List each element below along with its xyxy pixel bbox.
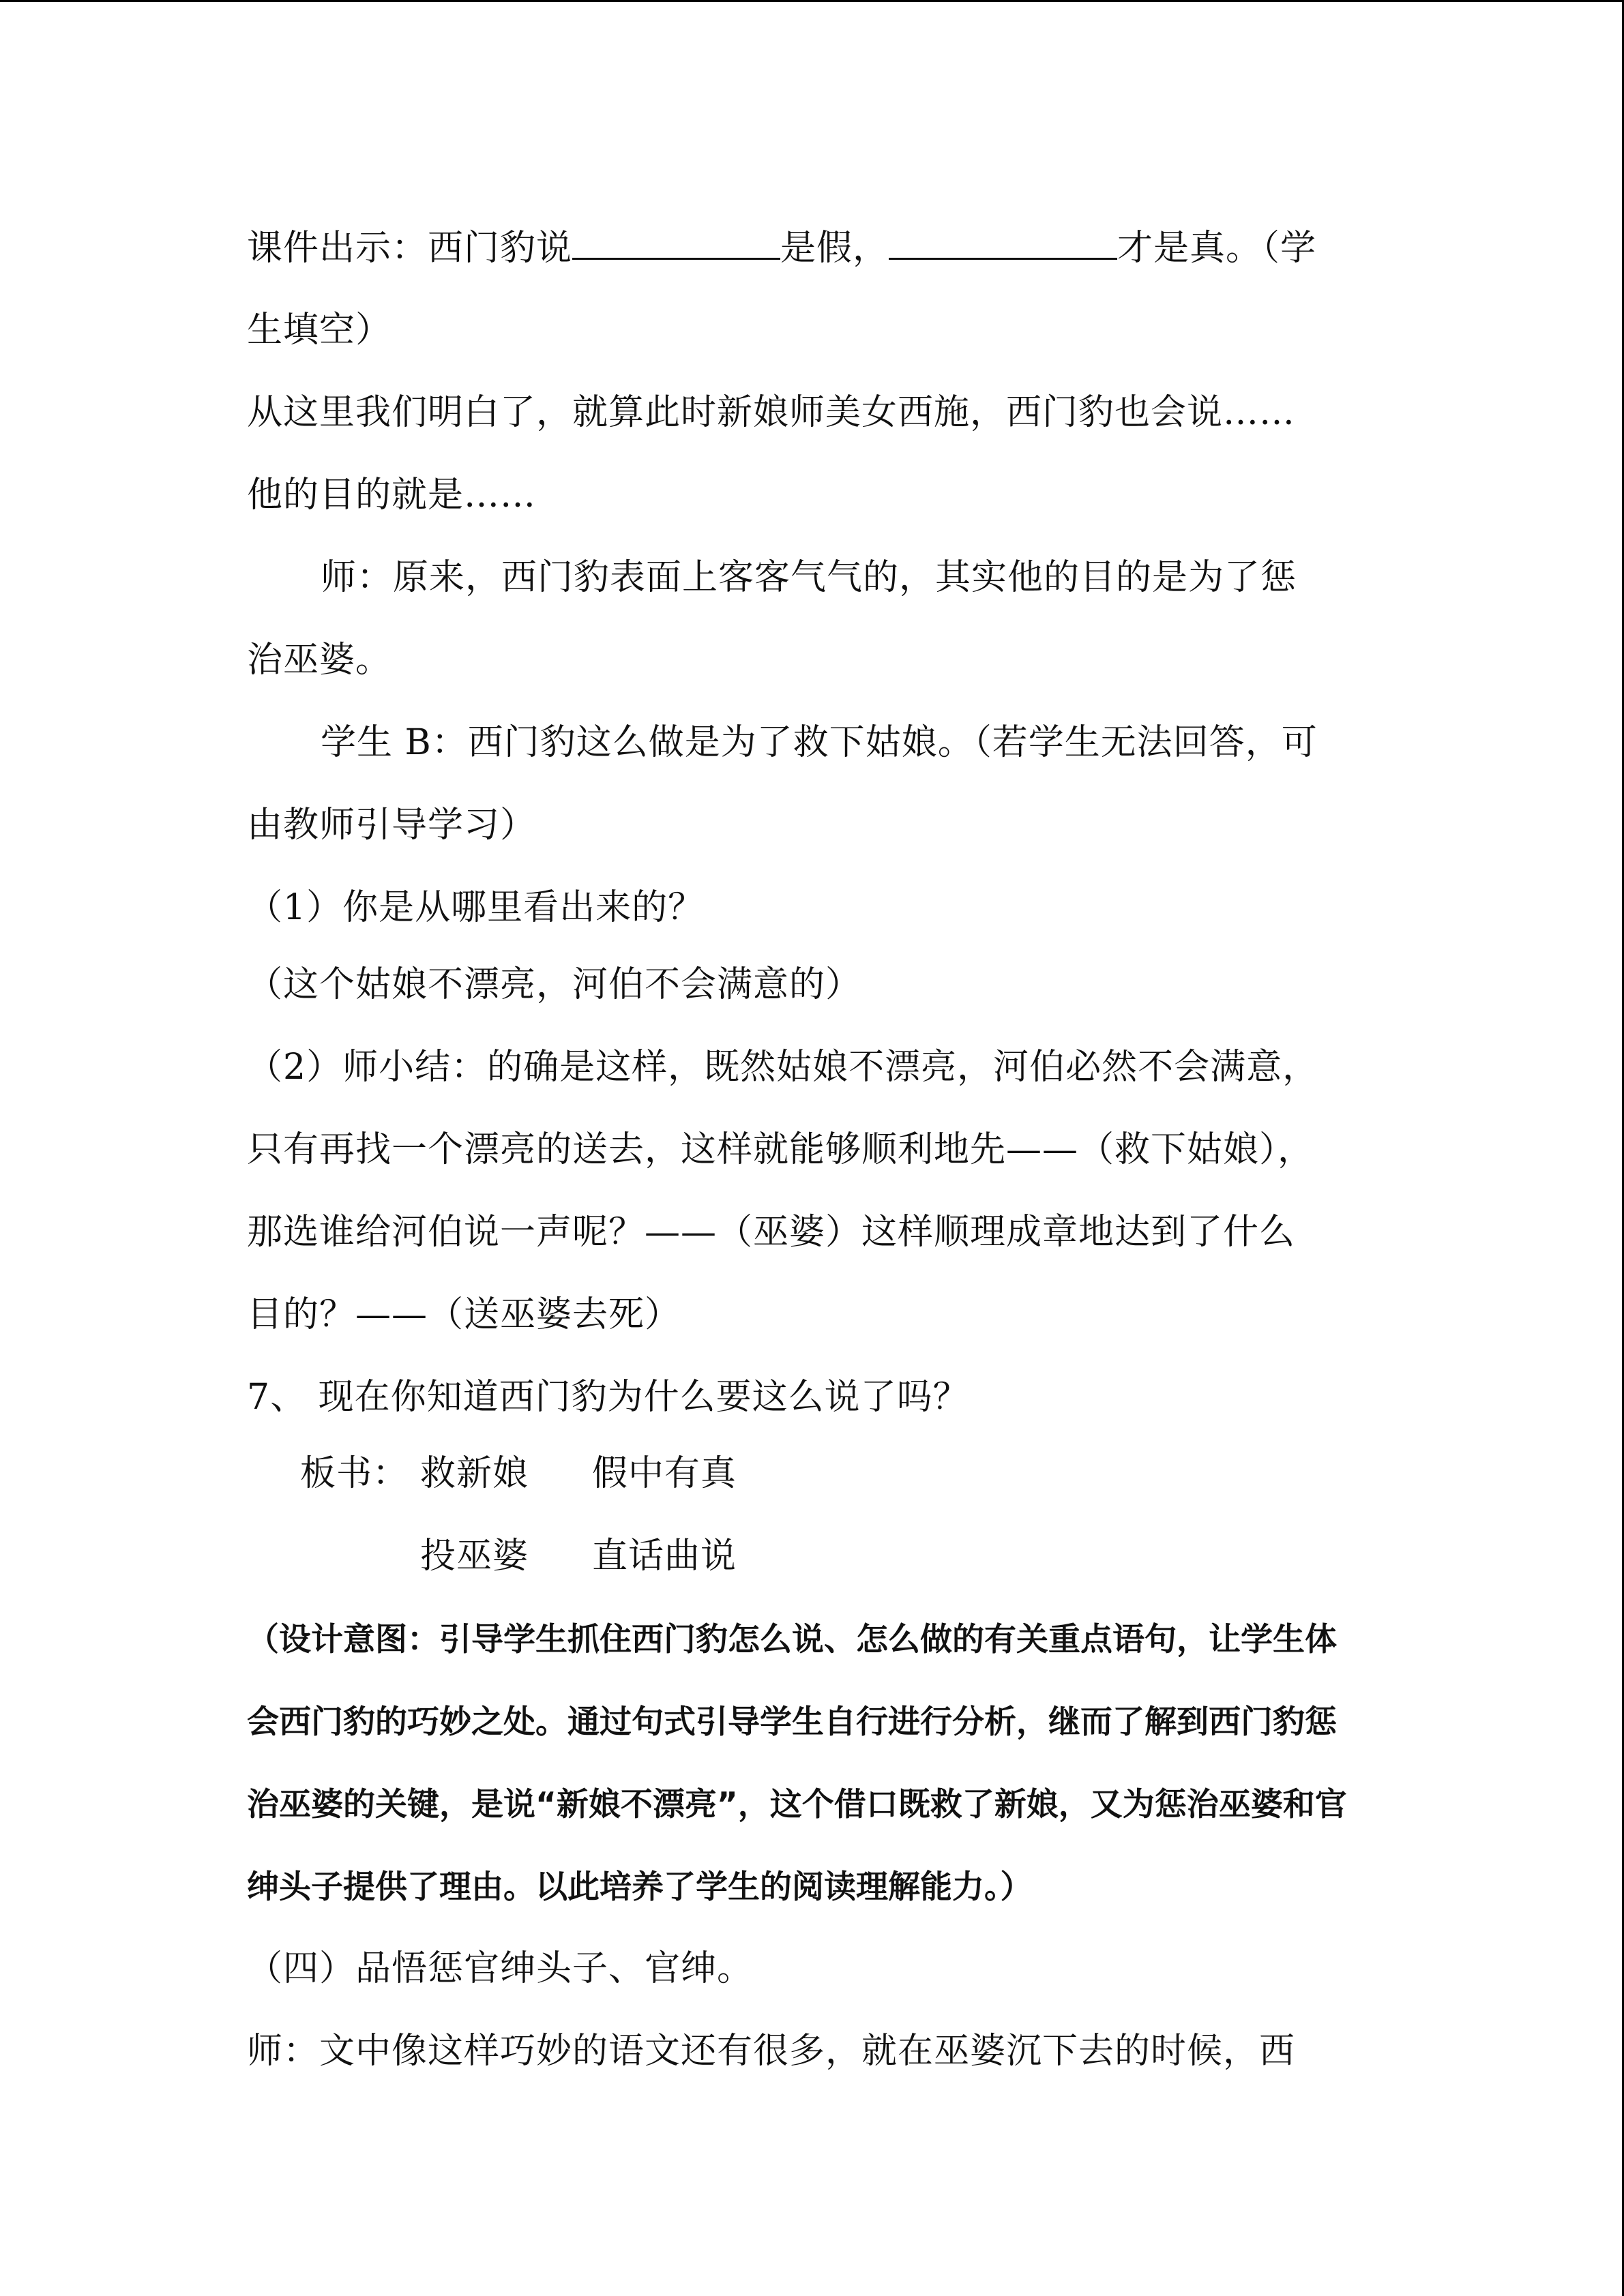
fill-blank-suffix: 才是真。（学	[1117, 228, 1317, 269]
fill-blank-middle: 是假，	[780, 228, 889, 269]
design-intent-line: 绅头子提供了理由。以此培养了学生的阅读理解能力。）	[247, 1868, 1033, 1906]
paragraph-line: 那选谁给河伯说一声呢？——（巫婆）这样顺理成章地达到了什么	[247, 1212, 1296, 1253]
paragraph-line: 师：文中像这样巧妙的语文还有很多，就在巫婆沉下去的时候，西	[247, 2031, 1296, 2072]
board-cell: 救新娘	[420, 1453, 529, 1494]
design-intent-line: 会西门豹的巧妙之处。通过句式引导学生自行进行分析，继而了解到西门豹惩	[247, 1703, 1337, 1741]
fill-blank-line	[247, 224, 1316, 272]
board-cell: 假中有真	[592, 1453, 737, 1494]
paragraph-line: 师：原来，西门豹表面上客客气气的，其实他的目的是为了惩	[321, 557, 1297, 598]
board-cell: 投巫婆	[420, 1536, 529, 1577]
paragraph-line: 学生 B：西门豹这么做是为了救下姑娘。（若学生无法回答，可	[321, 722, 1318, 763]
page-top-border	[0, 0, 1624, 2]
paragraph-line: 由教师引导学习）	[247, 805, 537, 846]
paragraph-line: 他的目的就是……	[247, 475, 537, 516]
section-heading: （四）品悟惩官绅头子、官绅。	[247, 1948, 754, 1989]
paragraph-line: 只有再找一个漂亮的送去，这样就能够顺利地先——（救下姑娘），	[247, 1129, 1314, 1170]
list-item-7: 7、 现在你知道西门豹为什么要这么说了吗？	[247, 1377, 969, 1418]
design-intent-line: （设计意图：引导学生抓住西门豹怎么说、怎么做的有关重点语句，让学生体	[247, 1621, 1337, 1658]
board-row-2	[0, 1532, 1624, 1580]
board-label: 板书：	[300, 1453, 409, 1494]
fill-blank-1[interactable]	[572, 224, 780, 260]
paragraph-line: 治巫婆。	[247, 640, 392, 681]
fill-blank-prefix: 课件出示：西门豹说	[247, 228, 573, 269]
question-1: （1）你是从哪里看出来的？	[247, 887, 705, 928]
board-row-1	[0, 1450, 1624, 1497]
paragraph-line: 目的？——（送巫婆去死）	[247, 1294, 681, 1335]
answer-1: （这个姑娘不漂亮，河伯不会满意的）	[247, 964, 862, 1005]
fill-blank-2[interactable]	[889, 224, 1117, 260]
board-cell: 直话曲说	[592, 1536, 737, 1577]
design-intent-line: 治巫婆的关键，是说“新娘不漂亮”，这个借口既救了新娘，又为惩治巫婆和官	[247, 1786, 1347, 1823]
paragraph-line: 生填空）	[247, 310, 392, 351]
paragraph-line: （2）师小结：的确是这样，既然姑娘不漂亮，河伯必然不会满意，	[247, 1047, 1319, 1088]
paragraph-line: 从这里我们明白了，就算此时新娘师美女西施，西门豹也会说……	[247, 392, 1296, 433]
